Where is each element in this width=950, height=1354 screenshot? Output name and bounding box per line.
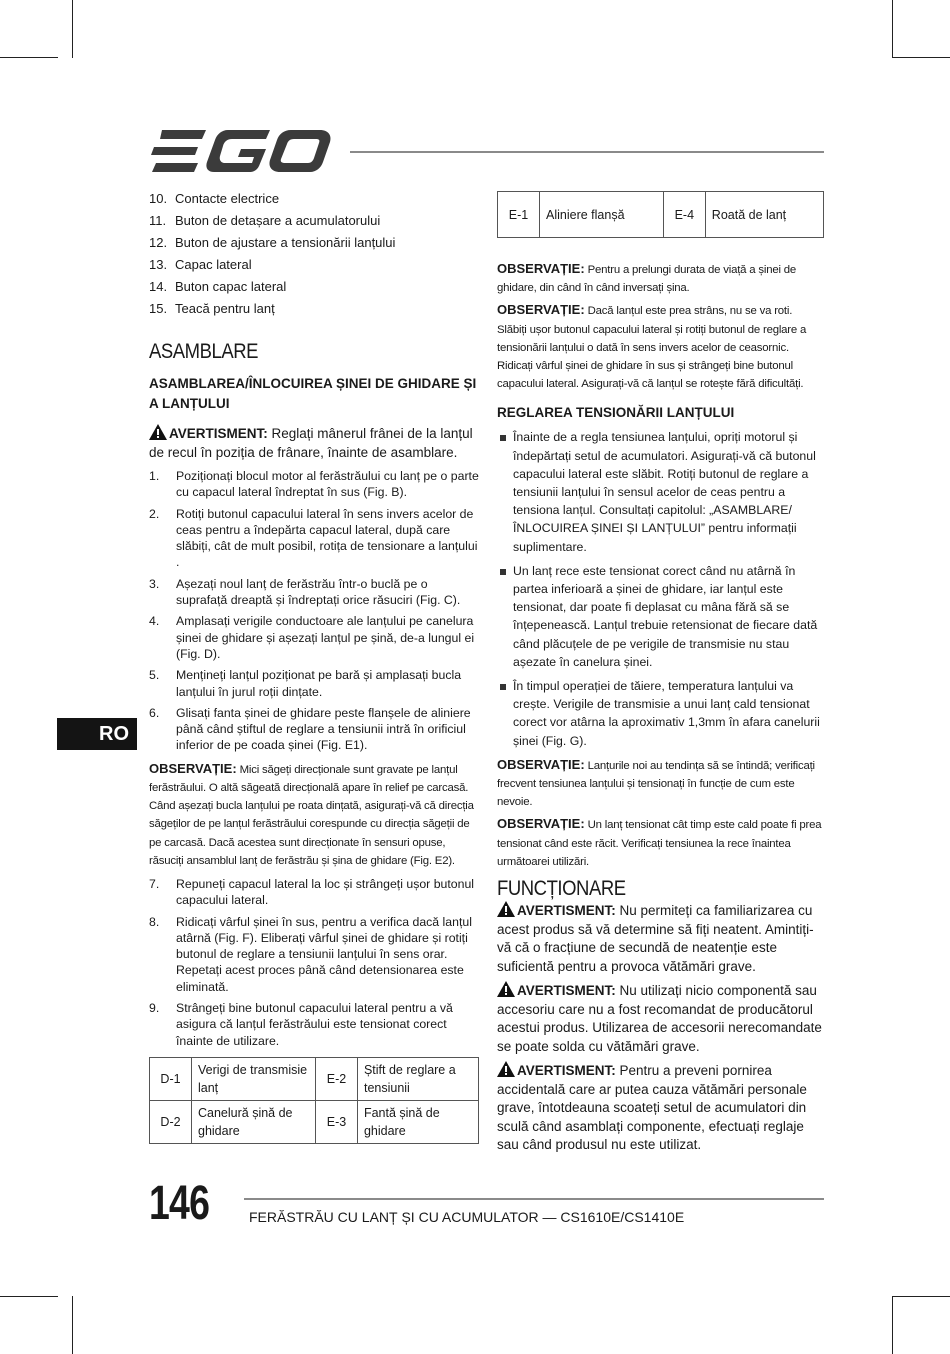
table-row: E-1 Aliniere flanșă E-4 Roată de lanț	[498, 192, 824, 238]
note-paragraph: OBSERVAȚIE: Lanțurile noi au tendința să se întindă; verificați frecvent tensiunea lanțului și tensionați în funcție de cum este nevoie.	[497, 756, 815, 809]
page-number: 146	[149, 1177, 210, 1230]
header-rule	[350, 151, 824, 153]
warning-icon	[497, 981, 515, 997]
footer-title: FERĂSTRĂU CU LANȚ ȘI CU ACUMULATOR — CS1610E/CS1410E	[249, 1209, 685, 1225]
warning-paragraph: AVERTISMENT: Nu utilizați nicio componentă sau accesoriu care nu a fost recomandat de producătorul acestui produs. Utilizarea de accesorii nerecomandate se poate solda cu vătămări grave.	[497, 983, 822, 1054]
warning-paragraph: AVERTISMENT: Reglați mânerul frânei de la lanțul de recul în poziția de frânare, înainte de asamblare.	[149, 426, 473, 460]
list-item: În timpul operației de tăiere, temperatura lanțului va crește. Verigile de transmisie a unui lanț cald tensionat corect vor atârna la aproximativ 1,3mm în afara canelurii șinei (Fig. G).	[497, 677, 824, 750]
warning-icon	[497, 901, 515, 917]
list-item: 11. Buton de detașare a acumulatorului	[149, 213, 381, 228]
list-item: 14. Buton capac lateral	[149, 279, 287, 294]
crop-mark	[0, 57, 58, 58]
right-column	[497, 191, 824, 1155]
list-item: 5. Mențineți lanțul poziționat pe bară și amplasați bucla lanțului în jurul roții dințate.	[149, 668, 462, 699]
list-item: 1. Poziționați blocul motor al ferăstrăului cu lanț pe o parte cu capacul lateral îndreptat în sus (Fig. B).	[149, 469, 479, 500]
list-item: 15. Teacă pentru lanț	[149, 301, 275, 316]
crop-mark	[892, 57, 950, 58]
crop-mark	[892, 1296, 893, 1354]
footer-rule	[244, 1198, 824, 1200]
assembly-steps-continued	[149, 876, 479, 1049]
crop-mark	[0, 1296, 58, 1297]
subheading-bar-chain: ASAMBLAREA/ÎNLOCUIREA ȘINEI DE GHIDARE ȘI A LANȚULUI	[149, 376, 477, 411]
table-row: D-1 Verigi de transmisie lanț E-2 Știft de reglare a tensiunii	[150, 1057, 479, 1100]
warning-paragraph: AVERTISMENT: Pentru a preveni pornirea accidentală care ar putea cauza vătămări personale grave, întotdeauna scoateți setul de acumulatori din sculă când asamblați componente, efectuați reglaje sau când produsul nu este utilizat.	[497, 1063, 807, 1153]
list-item: 7. Repuneți capacul lateral la loc și strângeți ușor butonul capacului lateral.	[149, 876, 475, 908]
note-paragraph: OBSERVAȚIE: Dacă lanțul este prea strâns, nu se va roti. Slăbiți ușor butonul capacului lateral și rotiți butonul de reglare a tensionării lanțului o dată în sens invers acelor de ceasornic. Ridicați vârful șinei de ghidare în sus și strângeți bine butonul capacului lateral. Asigurați-vă că lanțul se rotește fără dificultăți.	[497, 302, 807, 391]
ego-logo	[148, 128, 332, 174]
warning-paragraph: AVERTISMENT: Nu permiteți ca familiarizarea cu acest produs să vă determine să fiți neatent. Amintiți-vă că o fracțiune de secundă de neatenție este suficientă pentru a provoca vătămări grave.	[497, 903, 814, 974]
list-item: 13. Capac lateral	[149, 257, 252, 272]
list-item: 4. Amplasați verigile conductoare ale lanțului pe canelura șinei de ghidare și așezați lanțul pe șină, de-a lungul ei (Fig. D).	[149, 614, 475, 661]
tension-bullets	[497, 428, 824, 749]
warning-icon	[149, 424, 167, 440]
list-item: 8. Ridicați vârful șinei în sus, pentru a verifica dacă lanțul atârnă (Fig. F). Eliberați vârful șinei de ghidare și rotiți butonul de reglare a tensiunii lanțului în sens orar. Repetați acest proces până când detensionarea este eliminată.	[149, 914, 472, 994]
list-item: 10. Contacte electrice	[149, 191, 280, 206]
parts-list	[149, 188, 479, 320]
crop-mark	[72, 0, 73, 58]
note-paragraph: OBSERVAȚIE: Pentru a prelungi durata de viață a șinei de ghidare, din când în când inversați șina.	[497, 261, 797, 295]
crop-mark	[892, 1296, 950, 1297]
crop-mark	[72, 1296, 73, 1354]
note-paragraph: OBSERVAȚIE: Mici săgeți direcționale sunt gravate pe lanțul ferăstrăului. O altă săgeată direcțională apare în relief pe carcasă. Când așezați bucla lanțului pe roata dințată, asigurați-vă că direcția săgeților de pe lanțul ferăstrăului corespunde cu direcția săgeții de pe carcasă. Dacă acestea sunt direcționate în sensuri opuse, răsuciți ansamblul lanț de ferăstrău și șina de ghidare (Fig. E2).	[149, 760, 474, 867]
list-item: Un lanț rece este tensionat corect când nu atârnă în partea inferioară a șinei de ghidare, iar lanțul este tensionat, dar poate fi deplasat cu mâna fără să se înțepenească. Lanțul trebuie retensionat de fiecare dată când plăcuțele de pe verigile de transmisie nu stau așezate în canelura șinei.	[497, 562, 824, 671]
assembly-steps	[149, 468, 479, 754]
bullet-icon	[500, 435, 506, 441]
bullet-icon	[500, 684, 506, 690]
list-item: 2. Rotiți butonul capacului lateral în sens invers acelor de ceas pentru a îndepărta capacul lateral, după care slăbiți, cât de mult posibil, rotița de tensionare a lanțului .	[149, 506, 478, 570]
list-item: 12. Buton de ajustare a tensionării lanțului	[149, 235, 396, 250]
language-tab: RO	[57, 718, 137, 750]
section-heading-operation: FUNCȚIONARE	[497, 877, 626, 901]
table-row: D-2 Canelură șină de ghidare E-3 Fantă șină de ghidare	[150, 1100, 479, 1143]
list-item: 9. Strângeți bine butonul capacului lateral pentru a vă asigura că lanțul ferăstrăului este tensionat corect înainte de utilizare.	[149, 1001, 453, 1048]
left-column	[149, 188, 479, 1144]
note-paragraph: OBSERVAȚIE: Un lanț tensionat cât timp este cald poate fi prea tensionat când este răcit. Verificați tensiunea la rece înaintea următoarei utilizări.	[497, 816, 822, 868]
list-item: 3. Așezați noul lanț de ferăstrău într-o buclă pe o suprafață dreaptă și îndreptați orice răsuciri (Fig. C).	[149, 576, 461, 608]
parts-table-d	[149, 1057, 479, 1144]
list-item: 6. Glisați fanta șinei de ghidare peste flanșele de aliniere până când știftul de reglare a tensiunii intră în orificiul inferior de pe coada șinei (Fig. E1).	[149, 705, 471, 753]
parts-table-e	[497, 191, 824, 238]
list-item: Înainte de a regla tensiunea lanțului, opriți motorul și îndepărtați setul de acumulatori. Asigurați-vă că butonul capacului lateral este slăbit. Rotiți butonul de reglare a tensiunii lanțului în sensul acelor de ceas pentru a tensiona lanțul. Consultați capitolul: „ASAMBLARE/ ÎNLOCUIREA ȘINEI ȘI LANȚULUI” pentru informații suplimentare.	[497, 428, 824, 555]
subheading-chain-tension: REGLAREA TENSIONĂRII LANȚULUI	[497, 405, 735, 421]
section-heading-assembly: ASAMBLARE	[149, 340, 259, 363]
crop-mark	[892, 0, 893, 58]
warning-icon	[497, 1061, 515, 1077]
bullet-icon	[500, 569, 506, 575]
